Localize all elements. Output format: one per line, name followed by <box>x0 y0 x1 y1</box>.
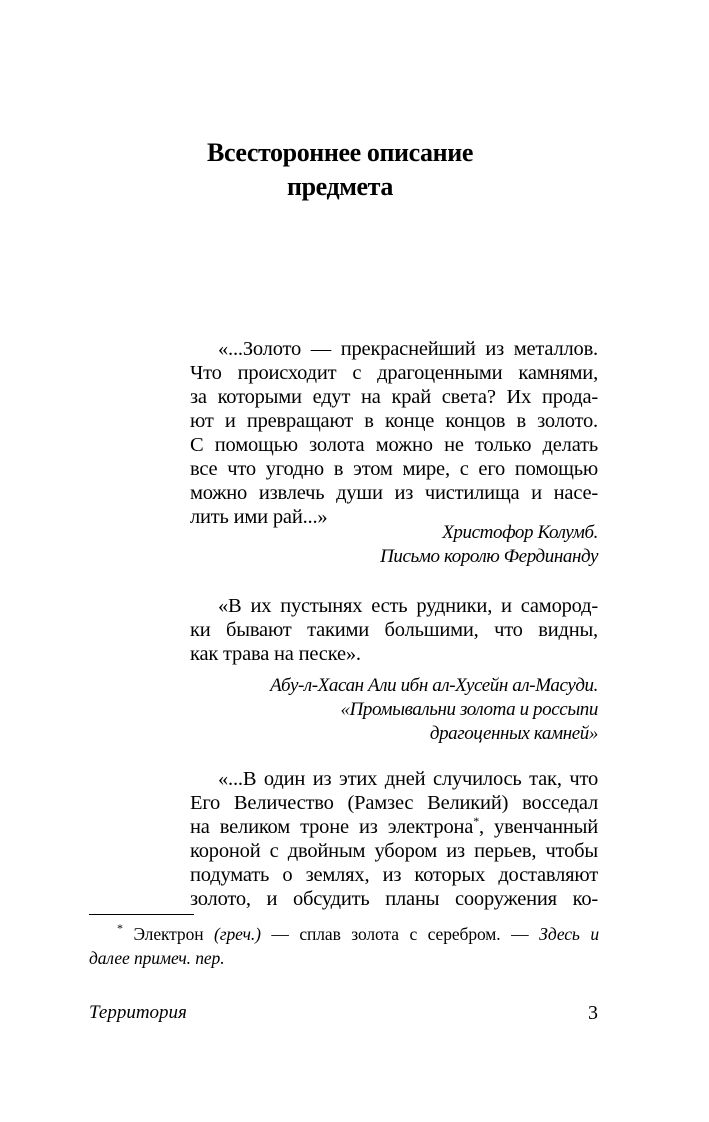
footnote <box>89 922 599 970</box>
epigraph-line: «В их пустынях есть рудники, и самород- <box>218 595 598 617</box>
body-line-part: , увенчанный <box>479 816 599 838</box>
footnote-reference: * <box>473 814 479 828</box>
footnote-lang: (греч.) <box>214 924 261 944</box>
attribution-source-line-2: драгоценных камней» <box>429 723 598 744</box>
epigraph-line: ют и превращают в конце концов в золото. <box>190 410 598 432</box>
epigraph-masudi <box>190 594 598 666</box>
footnote-line <box>89 946 599 970</box>
epigraph-columbus-attribution <box>190 521 598 569</box>
epigraph-line: все что угодно в этом мире, с его помощью <box>190 458 598 480</box>
epigraph-line: ки бывают такими большими, что видны, <box>190 619 598 641</box>
attribution-author: Абу-л-Хасан Али ибн ал-Хусейн ал-Масуди. <box>270 675 598 696</box>
chapter-title-line-1: Всестороннее описание <box>207 138 473 167</box>
body-line: «...В один из этих дней случилось так, что <box>218 768 598 790</box>
footnote-note: далее примеч. пер. <box>89 948 225 968</box>
epigraph-masudi-attribution <box>190 674 598 746</box>
attribution-author: Христофор Колумб. <box>442 522 598 543</box>
body-line-part: на великом троне из электрона <box>190 816 474 838</box>
body-line: Его Величество (Рамзес Великий) восседал <box>190 792 598 814</box>
chapter-title <box>140 136 540 204</box>
footnote-term: Электрон <box>122 924 215 944</box>
body-paragraph <box>190 767 598 911</box>
body-line <box>190 815 598 839</box>
epigraph-line: можно извлечь души из чистилища и насе- <box>190 482 598 504</box>
chapter-title-line-2: предмета <box>287 172 393 201</box>
footnote-line <box>89 922 599 946</box>
footnote-note: Здесь и <box>539 924 599 944</box>
attribution-source: Письмо королю Фердинанду <box>380 546 598 567</box>
epigraph-columbus <box>190 337 598 529</box>
attribution-source-line-1: «Промывальни золота и россыпи <box>340 699 598 720</box>
footnote-mark: * <box>117 921 123 935</box>
body-line: золото, и обсудить планы сооружения ко- <box>190 888 598 910</box>
running-footer: Территория <box>89 1002 187 1023</box>
footnote-divider <box>89 914 194 915</box>
page-number: 3 <box>588 1002 598 1024</box>
epigraph-line: С помощью золота можно не только делать <box>190 434 598 456</box>
epigraph-line: «...Золото — прекраснейший из металлов. <box>218 338 598 360</box>
epigraph-line: как трава на песке». <box>190 643 361 665</box>
epigraph-line: за которыми едут на край света? Их прода- <box>190 386 598 408</box>
body-line: подумать о землях, из которых доставляют <box>190 864 598 886</box>
footnote-definition: — сплав золота с серебром. — <box>260 924 540 944</box>
epigraph-line: Что происходит с драгоценными камнями, <box>190 362 598 384</box>
body-line: короной с двойным убором из перьев, чтобы <box>190 840 598 862</box>
epigraph-line: лить ими рай...» <box>190 506 328 528</box>
